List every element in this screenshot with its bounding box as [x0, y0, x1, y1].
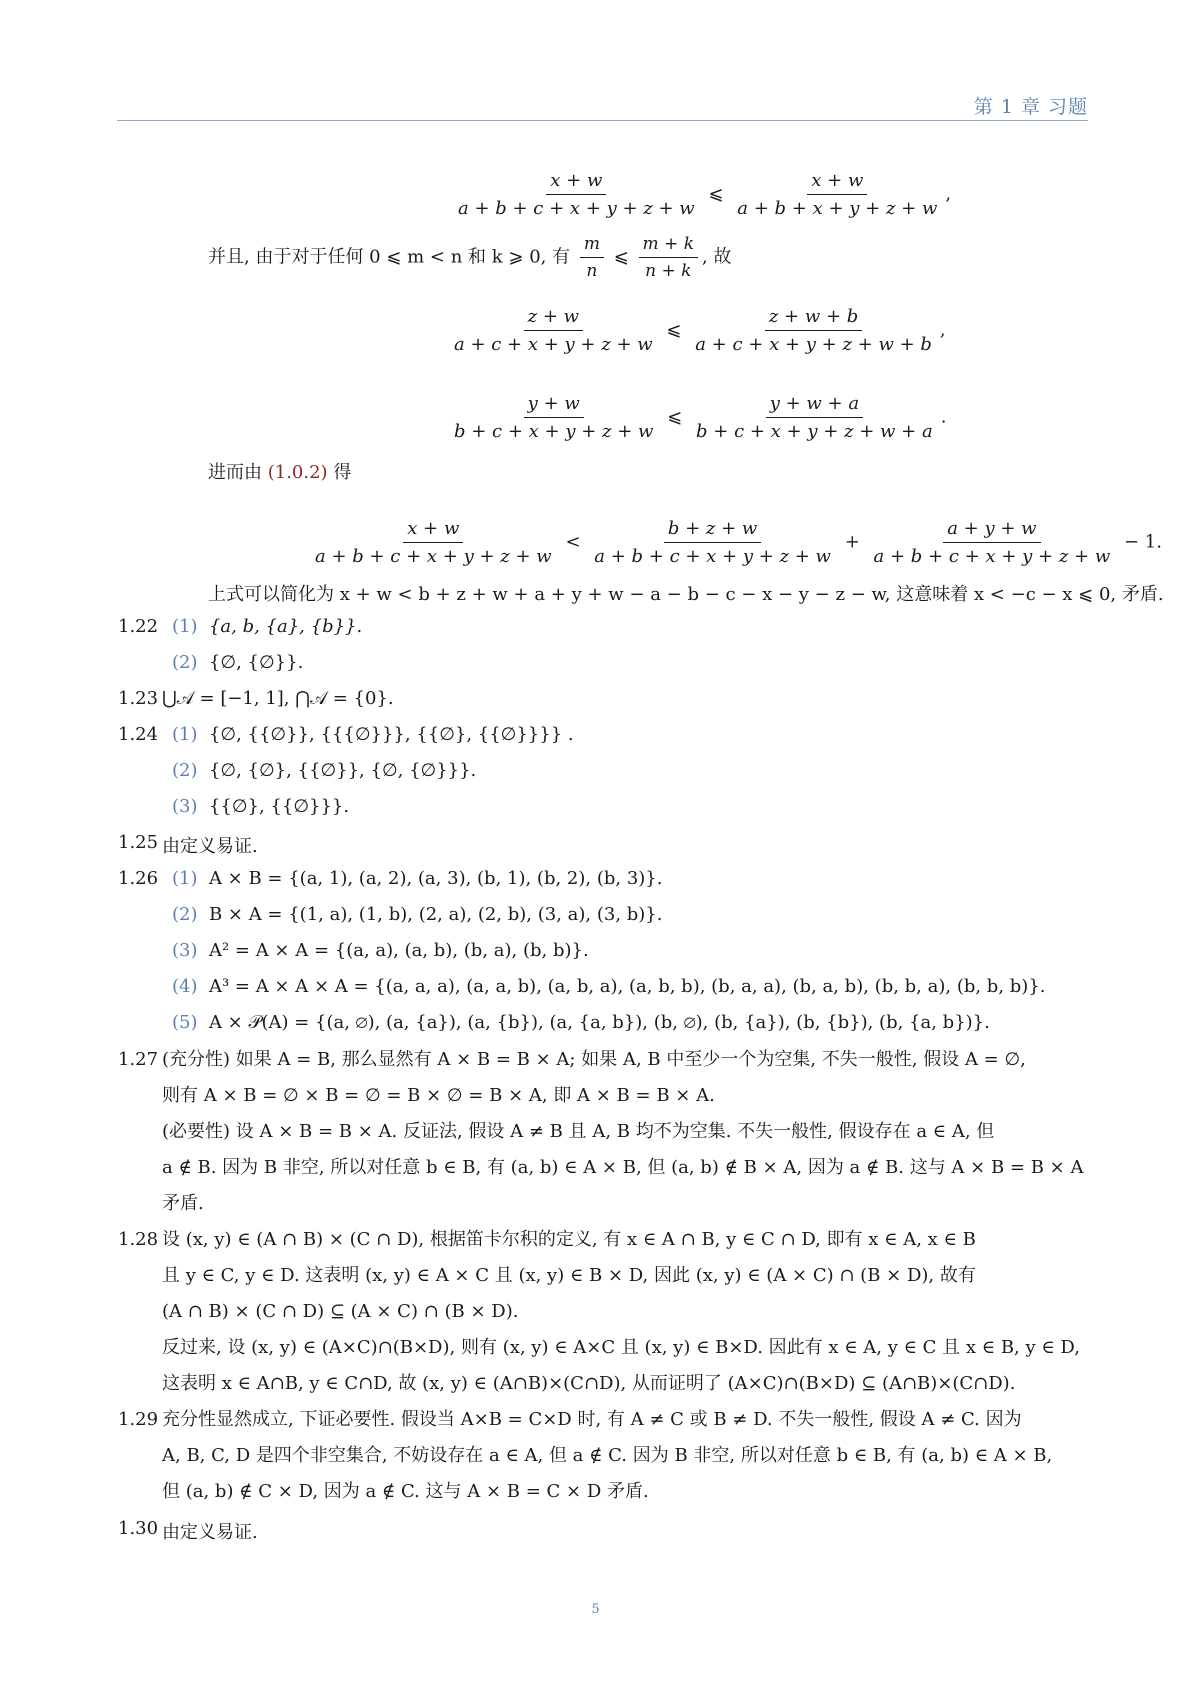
- problem-1-23-text: ⋃𝒜 = [−1, 1], ⋂𝒜 = {0}.: [162, 688, 394, 709]
- eq1-den2: a + b + x + y + z + w: [737, 198, 938, 219]
- problem-number-1-24: 1.24: [118, 724, 159, 745]
- text-line: 反过来, 设 (x, y) ∈ (A×C)∩(B×D), 则有 (x, y) ∈ A×C 且 (x, y) ∈ B×D. 因此有 x ∈ A, y ∈ C 且 x ∈ B, y ∈ D,: [162, 1337, 1080, 1358]
- sub-label: (2): [172, 652, 198, 673]
- frac-mk: m + k: [639, 234, 698, 258]
- eq1-end: ,: [945, 183, 952, 205]
- frac-nk: n + k: [645, 261, 692, 281]
- problem-1-26-part-3: [172, 940, 589, 961]
- sub-label: (3): [172, 796, 198, 817]
- answer-text: {∅, {∅}, {{∅}}, {∅, {∅}}}.: [208, 760, 477, 781]
- eq2-end: ,: [939, 319, 946, 341]
- inequality-4: [307, 518, 1162, 567]
- answer-text: A × B = {(a, 1), (a, 2), (a, 3), (b, 1), (b, 2), (b, 3)}.: [208, 868, 663, 889]
- problem-1-26-part-5: [172, 1012, 990, 1033]
- eq3-num1: y + w: [524, 393, 584, 418]
- eq4-num3: a + y + w: [943, 518, 1040, 543]
- jiner-post: 得: [327, 462, 352, 483]
- eq4-end: − 1.: [1123, 531, 1162, 553]
- eq1-num1: x + w: [546, 170, 606, 195]
- sub-label: (2): [172, 760, 198, 781]
- frac-m: m: [580, 234, 604, 258]
- sub-label: (1): [172, 868, 198, 889]
- problem-number-1-22: 1.22: [118, 616, 159, 637]
- problem-number-1-23: 1.23: [118, 688, 159, 709]
- sub-label: (1): [172, 616, 198, 637]
- sub-label: (4): [172, 976, 198, 997]
- bingqie-post: , 故: [702, 246, 732, 268]
- line-bingqie: [208, 234, 731, 281]
- sub-label: (1): [172, 724, 198, 745]
- eq1-relation: ⩽: [708, 183, 724, 205]
- text-line: 但 (a, b) ∉ C × D, 因为 a ∉ C. 这与 A × B = C × D 矛盾.: [162, 1481, 649, 1502]
- text-line: 矛盾.: [162, 1193, 204, 1214]
- text-line: 设 (x, y) ∈ (A ∩ B) × (C ∩ D), 根据笛卡尔积的定义, 有 x ∈ A ∩ B, y ∈ C ∩ D, 即有 x ∈ A, x ∈ B: [162, 1229, 976, 1250]
- equation-reference-link[interactable]: (1.0.2): [267, 462, 328, 483]
- problem-1-22-part-1: [172, 616, 362, 637]
- problem-number-1-30: 1.30: [118, 1518, 159, 1539]
- answer-text: {a, b, {a}, {b}}.: [208, 616, 363, 637]
- problem-1-26-part-4: [172, 976, 1046, 997]
- eq3-end: .: [940, 406, 947, 428]
- eq1-den1: a + b + c + x + y + z + w: [458, 198, 695, 219]
- inequality-2: [446, 306, 946, 355]
- problem-number-1-26: 1.26: [118, 868, 159, 889]
- problem-1-22-part-2: [172, 652, 303, 673]
- bingqie-relation: ⩽: [613, 246, 629, 268]
- eq1-num2: x + w: [807, 170, 867, 195]
- text-line: (A ∩ B) × (C ∩ D) ⊆ (A × C) ∩ (B × D).: [162, 1301, 519, 1322]
- eq2-den1: a + c + x + y + z + w: [454, 334, 653, 355]
- problem-1-30-text: 由定义易证.: [162, 1522, 258, 1543]
- text-line: A, B, C, D 是四个非空集合, 不妨设存在 a ∈ A, 但 a ∉ C. 因为 B 非空, 所以对任意 b ∈ B, 有 (a, b) ∈ A × B,: [162, 1445, 1053, 1466]
- text-line: a ∉ B. 因为 B 非空, 所以对任意 b ∈ B, 有 (a, b) ∈ A × B, 但 (a, b) ∉ B × A, 因为 a ∉ B. 这与 A × B = B × A: [162, 1157, 1084, 1178]
- answer-text: {∅, {{∅}}, {{{∅}}}, {{∅}, {{∅}}}} .: [208, 724, 574, 745]
- text-line: 这表明 x ∈ A∩B, y ∈ C∩D, 故 (x, y) ∈ (A∩B)×(C∩D), 从而证明了 (A×C)∩(B×D) ⊆ (A∩B)×(C∩D).: [162, 1373, 1016, 1394]
- problem-number-1-27: 1.27: [118, 1049, 159, 1070]
- answer-text: A³ = A × A × A = {(a, a, a), (a, a, b), (a, b, a), (a, b, b), (b, a, a), (b, a, b), (b, b, a), (b, b, b)}.: [208, 976, 1046, 997]
- problem-1-26-part-2: [172, 904, 662, 925]
- problem-1-29-body: [162, 1402, 1092, 1510]
- frac-n: n: [586, 261, 598, 281]
- text-line: 充分性显然成立, 下证必要性. 假设当 A×B = C×D 时, 有 A ≠ C 或 B ≠ D. 不失一般性, 假设 A ≠ C. 因为: [162, 1409, 1022, 1430]
- problem-1-27-body: [162, 1042, 1092, 1222]
- problem-number-1-25: 1.25: [118, 832, 159, 853]
- eq2-num1: z + w: [524, 306, 583, 331]
- eq3-den2: b + c + x + y + z + w + a: [696, 421, 933, 442]
- text-line: (充分性) 如果 A = B, 那么显然有 A × B = B × A; 如果 A, B 中至少一个为空集, 不失一般性, 假设 A = ∅,: [162, 1049, 1026, 1070]
- problem-number-1-28: 1.28: [118, 1229, 159, 1250]
- inequality-3: [446, 393, 946, 442]
- problem-1-26-part-1: [172, 868, 662, 889]
- sub-label: (5): [172, 1012, 198, 1033]
- header-rule: [117, 120, 1088, 121]
- eq3-num2: y + w + a: [766, 393, 863, 418]
- answer-text: A² = A × A = {(a, a), (a, b), (b, a), (b, b)}.: [208, 940, 589, 961]
- eq4-den3: a + b + c + x + y + z + w: [873, 546, 1111, 567]
- eq2-den2: a + c + x + y + z + w + b: [695, 334, 932, 355]
- eq2-relation: ⩽: [666, 319, 682, 341]
- jiner-pre: 进而由: [208, 462, 268, 483]
- answer-text: A × 𝒫(A) = {(a, ∅), (a, {a}), (a, {b}), (a, {a, b}), (b, ∅), (b, {a}), (b, {b}), (b, {a, b})}.: [208, 1012, 990, 1033]
- inequality-1: [450, 170, 951, 219]
- problem-1-28-body: [162, 1222, 1092, 1402]
- eq2-num2: z + w + b: [765, 306, 862, 331]
- page-number: 5: [591, 1602, 600, 1617]
- eq4-den1: a + b + c + x + y + z + w: [315, 546, 552, 567]
- line-simplify: 上式可以简化为 x + w < b + z + w + a + y + w − a − b − c − x − y − z − w, 这意味着 x < −c − x ⩽ 0, 矛盾.: [208, 584, 1164, 605]
- answer-text: {{∅}, {{∅}}}.: [208, 796, 350, 817]
- eq4-relation: <: [565, 531, 581, 553]
- sub-label: (3): [172, 940, 198, 961]
- eq4-num1: x + w: [403, 518, 463, 543]
- eq4-den2: a + b + c + x + y + z + w: [594, 546, 831, 567]
- sub-label: (2): [172, 904, 198, 925]
- text-line: 则有 A × B = ∅ × B = ∅ = B × ∅ = B × A, 即 A × B = B × A.: [162, 1085, 715, 1106]
- problem-1-24-part-1: [172, 724, 574, 745]
- running-header: 第 1 章 习题: [973, 96, 1088, 118]
- problem-1-24-part-2: [172, 760, 476, 781]
- text-line: 且 y ∈ C, y ∈ D. 这表明 (x, y) ∈ A × C 且 (x, y) ∈ B × D, 因此 (x, y) ∈ (A × C) ∩ (B × D), 故有: [162, 1265, 976, 1286]
- bingqie-text: 并且, 由于对于任何 0 ⩽ m < n 和 k ⩾ 0, 有: [208, 246, 571, 268]
- problem-1-24-part-3: [172, 796, 349, 817]
- eq4-plus: +: [844, 531, 860, 553]
- problem-1-25-text: 由定义易证.: [162, 836, 258, 857]
- line-jiner: [208, 458, 351, 484]
- problem-number-1-29: 1.29: [118, 1409, 159, 1430]
- eq3-den1: b + c + x + y + z + w: [454, 421, 654, 442]
- eq3-relation: ⩽: [667, 406, 683, 428]
- answer-text: B × A = {(1, a), (1, b), (2, a), (2, b), (3, a), (3, b)}.: [208, 904, 663, 925]
- eq4-num2: b + z + w: [664, 518, 761, 543]
- answer-text: {∅, {∅}}.: [208, 652, 304, 673]
- text-line: (必要性) 设 A × B = B × A. 反证法, 假设 A ≠ B 且 A, B 均不为空集. 不失一般性, 假设存在 a ∈ A, 但: [162, 1121, 995, 1142]
